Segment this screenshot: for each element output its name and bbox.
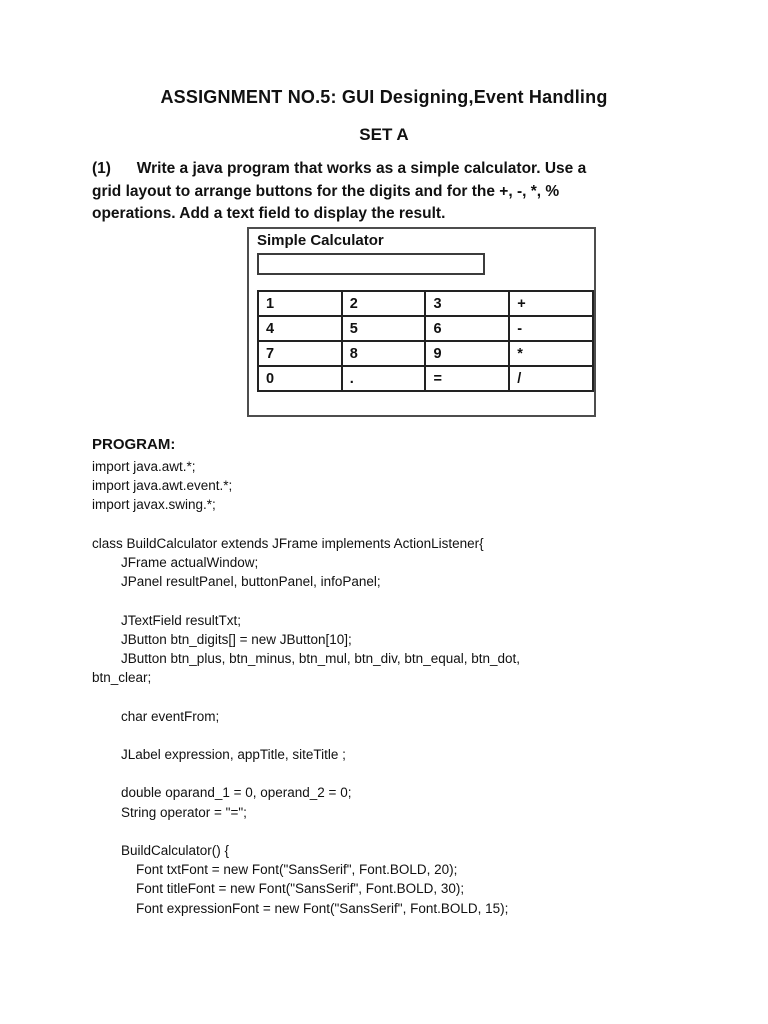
code-line [92,822,712,841]
code-line [92,764,712,783]
code-line: class BuildCalculator extends JFrame implements ActionListener{ [92,535,484,551]
calc-button-cell: 7 [258,341,342,366]
code-line: JLabel expression, appTitle, siteTitle ; [121,746,346,762]
question-line: operations. Add a text field to display the result. [92,205,446,222]
code-line: Font titleFont = new Font("SansSerif", Font.BOLD, 30); [136,881,465,897]
calc-grid-row [258,366,593,391]
calc-button-cell: = [425,366,509,391]
code-line: JButton btn_digits[] = new JButton[10]; [121,631,352,647]
calc-button-cell: . [342,366,426,391]
calculator-figure [247,227,596,417]
question-line: (1) Write a java program that works as a simple calculator. Use a [92,160,587,177]
code-line [92,687,712,706]
calc-button-cell: 8 [342,341,426,366]
code-line: JTextField resultTxt; [121,612,242,628]
program-code [92,457,712,918]
set-title: SET A [359,125,409,144]
calc-button-cell: 3 [425,291,509,316]
calc-button-cell: 1 [258,291,342,316]
code-line: JFrame actualWindow; [121,555,259,570]
calc-button-cell: / [509,366,593,391]
calculator-result-field [257,253,485,275]
code-line: String operator = "="; [121,804,247,820]
calc-button-cell: + [509,291,593,316]
calc-button-cell: 4 [258,316,342,341]
calc-button-cell: 5 [342,316,426,341]
code-line: double oparand_1 = 0, operand_2 = 0; [121,785,352,801]
calc-grid-row [258,316,593,341]
code-line [92,515,712,534]
calc-grid-row [258,341,593,366]
code-line: Font expressionFont = new Font("SansSerif", Font.BOLD, 15); [136,900,509,916]
assignment-title: ASSIGNMENT NO.5: GUI Designing,Event Handling [160,87,608,107]
calculator-button-grid [257,290,594,392]
question-text [92,158,586,226]
program-heading: PROGRAM: [92,436,176,453]
calc-grid-row [258,291,593,316]
code-line: Font txtFont = new Font("SansSerif", Font.BOLD, 20); [136,862,458,878]
code-line: char eventFrom; [121,708,220,724]
code-line [92,591,712,610]
calc-button-cell: 0 [258,366,342,391]
question-line: grid layout to arrange buttons for the digits and for the +, -, *, % [92,182,560,200]
calc-button-cell: 2 [342,291,426,316]
code-line: import java.awt.*; [92,459,196,474]
code-line: JPanel resultPanel, buttonPanel, infoPanel; [121,574,381,590]
calc-button-cell: 6 [425,316,509,341]
calc-button-cell: * [509,341,593,366]
code-line [92,726,712,745]
calc-button-cell: 9 [425,341,509,366]
code-line: JButton btn_plus, btn_minus, btn_mul, btn_div, btn_equal, btn_dot, [121,651,521,666]
calculator-title: Simple Calculator [257,232,384,249]
code-line: BuildCalculator() { [121,842,230,858]
calc-button-cell: - [509,316,593,341]
code-line: import java.awt.event.*; [92,478,233,494]
code-line: import javax.swing.*; [92,497,216,513]
code-line: btn_clear; [92,670,152,686]
